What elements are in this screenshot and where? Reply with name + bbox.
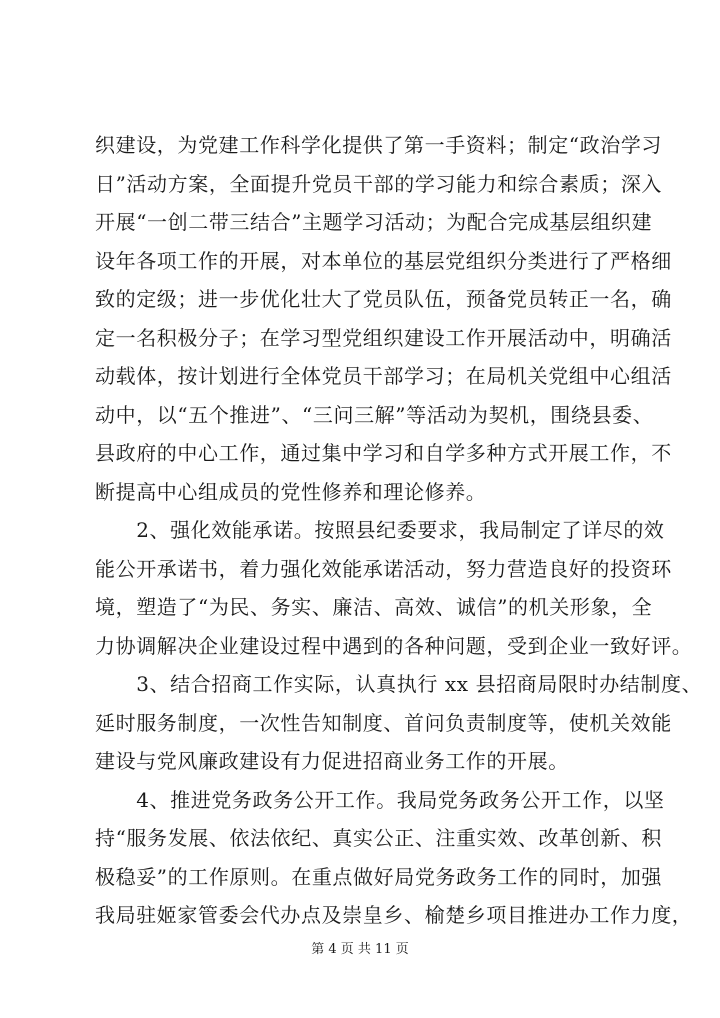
text-line: 延时服务制度，一次性告知制度、首问负责制度等，使机关效能 bbox=[95, 710, 672, 735]
text-line: 设年各项工作的开展，对本单位的基层党组织分类进行了严格细 bbox=[95, 248, 672, 273]
text-line: 持“服务发展、依法依纪、真实公正、注重实效、改革创新、积 bbox=[95, 826, 663, 850]
text-line: 建设与党风廉政建设有力促进招商业务工作的开展。 bbox=[95, 749, 569, 773]
text-line: 极稳妥”的工作原则。在重点做好局党务政务工作的同时，加强 bbox=[95, 864, 663, 889]
text-line: 织建设，为党建工作科学化提供了第一手资料；制定“政治学习 bbox=[95, 133, 663, 157]
text-line: 定一名积极分子；在学习型党组织建设工作开展活动中，明确活 bbox=[95, 325, 672, 350]
text-line: 3、结合招商工作实际，认真执行 xx 县招商局限时办结制度、 bbox=[95, 672, 703, 696]
text-line: 动中，以“五个推进”、“三问三解”等活动为契机，围绕县委、 bbox=[95, 402, 654, 427]
text-line: 致的定级；进一步优化壮大了党员队伍，预备党员转正一名，确 bbox=[95, 287, 672, 311]
text-line: 县政府的中心工作，通过集中学习和自学多种方式开展工作，不 bbox=[95, 441, 672, 465]
text-line: 4、推进党务政务公开工作。我局党务政务公开工作，以坚 bbox=[95, 787, 665, 812]
text-line: 断提高中心组成员的党性修养和理论修养。 bbox=[95, 479, 487, 504]
text-line: 日”活动方案，全面提升党员干部的学习能力和综合素质；深入 bbox=[95, 171, 663, 196]
text-line: 能公开承诺书，着力强化效能承诺活动，努力营造良好的投资环 bbox=[95, 556, 672, 581]
text-line: 境，塑造了“为民、务实、廉洁、高效、诚信”的机关形象，全 bbox=[95, 595, 653, 619]
text-line: 力协调解决企业建设过程中遇到的各种问题，受到企业一致好评。 bbox=[95, 633, 693, 658]
text-line: 我局驻姬家管委会代办点及崇皇乡、榆楚乡项目推进办工作力度， bbox=[95, 903, 693, 927]
text-line: 开展“一创二带三结合”主题学习活动；为配合完成基层组织建 bbox=[95, 210, 653, 234]
page-number-footer: 第 4 页 共 11 页 bbox=[311, 942, 409, 957]
document-body bbox=[95, 126, 703, 935]
text-line: 2、强化效能承诺。按照县纪委要求，我局制定了详尽的效 bbox=[95, 518, 665, 542]
text-line: 动载体，按计划进行全体党员干部学习；在局机关党组中心组活 bbox=[95, 364, 672, 388]
